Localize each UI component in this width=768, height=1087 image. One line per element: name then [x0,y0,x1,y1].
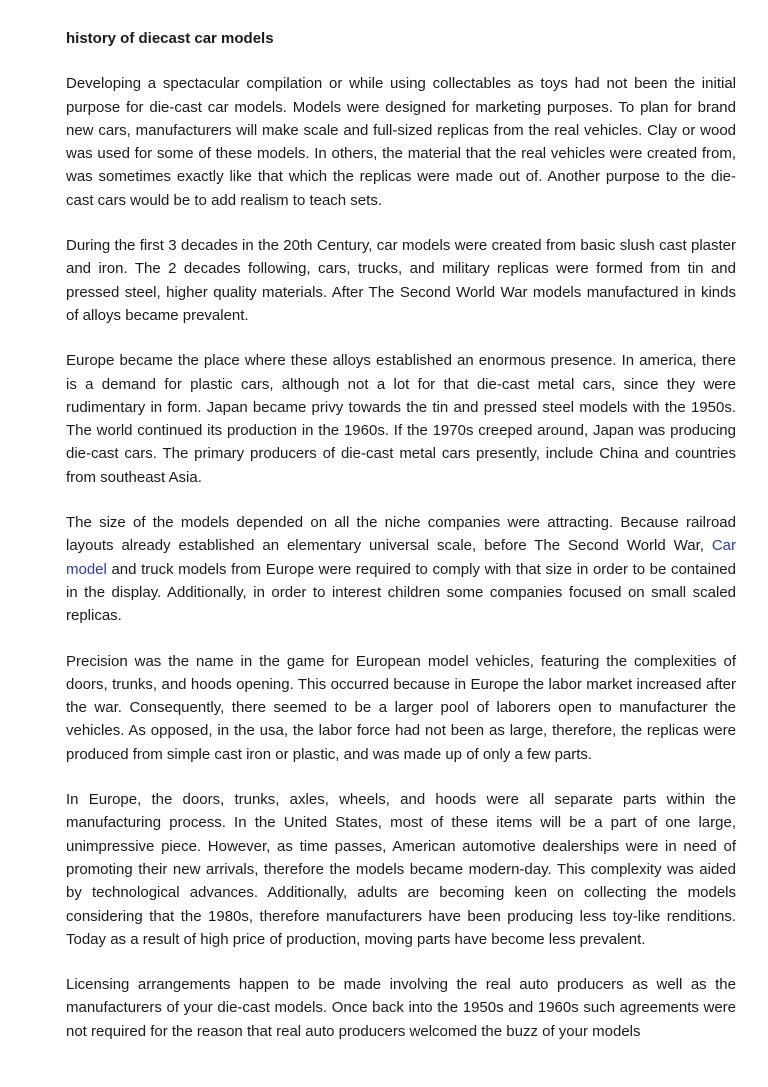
paragraph-2: During the first 3 decades in the 20th Century, car models were created from basic slush cast plaster and iron. The 2 decades following, cars, trucks, and military replicas were formed from tin and pressed steel, higher quality materials. After The Second World War models manufactured in kinds of alloys became prevalent. [66,237,736,324]
paragraph-1: Developing a spectacular compilation or while using collectables as toys had not been the initial purpose for die-cast car models. Models were designed for marketing purposes. To plan for brand new cars, manufacturers will make scale and full-sized replicas from the real vehicles. Clay or wood was used for some of these models. In others, the material that the real vehicles were created from, was sometimes exactly like that which the replicas were made out of. Another purpose to the die-cast cars would be to add realism to teach sets. [66,75,736,209]
paragraph-6: In Europe, the doors, trunks, axles, wheels, and hoods were all separate parts within the manufacturing process. In the United States, most of these items will be a part of one large, unimpressive piece. However, as time passes, American automotive dealerships were in need of promoting their new arrivals, therefore the models became modern-day. This complexity was aided by technological advances. Additionally, adults are becoming keen on collecting the models considering that the 1980s, therefore manufacturers have been producing less toy-like renditions. Today as a result of high price of production, moving parts have become less prevalent. [66,791,736,948]
paragraph-5: Precision was the name in the game for European model vehicles, featuring the complexities of doors, trunks, and hoods opening. This occurred because in Europe the labor market increased after the war. Consequently, there seemed to be a larger pool of laborers open to manufacturer the vehicles. As opposed, in the usa, the labor force had not been as large, therefore, the replicas were produced from simple cast iron or plastic, and was made up of only a few parts. [66,652,736,763]
car-model-link[interactable]: Car model [66,537,736,578]
document-title: history of diecast car models [66,30,274,47]
paragraph-3: Europe became the place where these alloys established an enormous presence. In america, there is a demand for plastic cars, although not a lot for that die-cast metal cars, since they were rudimentary in form. Japan became privy towards the tin and pressed steel models with the 1950s. The world continued its production in the 1960s. If the 1970s creeped around, Japan was producing die-cast cars. The primary producers of die-cast metal cars presently, include China and countries from southeast Asia. [66,352,736,486]
document-page [66,27,736,1065]
paragraph-4-text-after: and truck models from Europe were required to comply with that size in order to be contained in the display. Additionally, in order to interest children some companies focused on small scaled replicas. [66,560,736,625]
paragraph-7: Licensing arrangements happen to be made involving the real auto producers as well as the manufacturers of your die-cast models. Once back into the 1950s and 1960s such agreements were not required for the reason that real auto producers welcomed the buzz of your models [66,976,736,1040]
paragraph-4 [66,511,736,627]
paragraph-4-text-before: The size of the models depended on all the niche companies were attracting. Because railroad layouts already established an elementary universal scale, before The Second World War, [66,514,736,555]
